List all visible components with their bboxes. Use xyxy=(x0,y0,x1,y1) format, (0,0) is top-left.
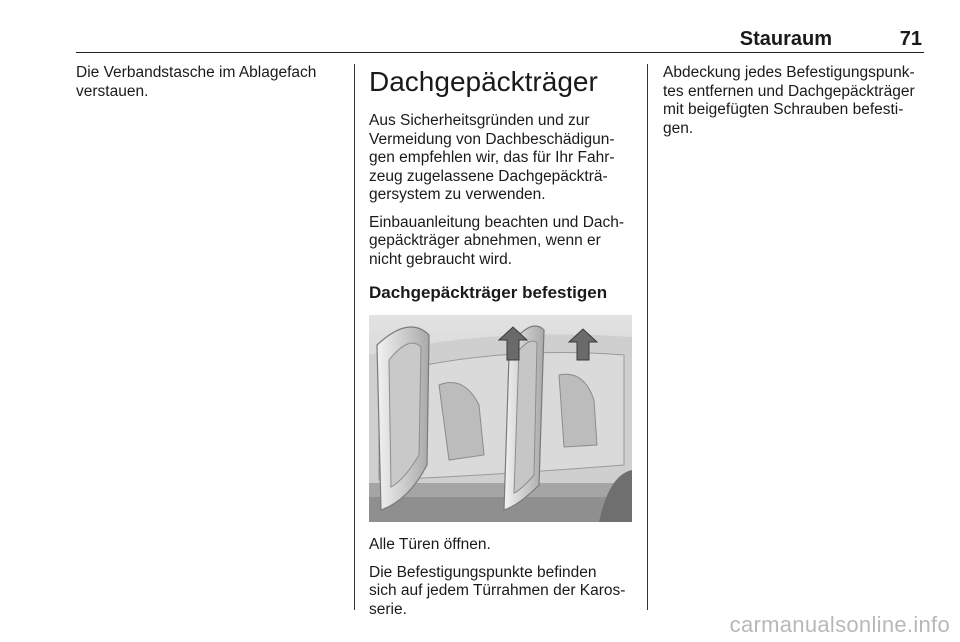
section-heading: Dachgepäckträger xyxy=(369,66,598,97)
subsection-heading: Dachgepäckträger befestigen xyxy=(369,283,608,302)
column-divider xyxy=(354,64,355,610)
watermark: carmanualsonline.info xyxy=(729,612,950,637)
paragraph: Einbauanleitung beachten und Dach- gepäckträger abnehmen, wenn er nicht gebraucht wird. xyxy=(369,213,625,268)
page-header xyxy=(76,28,924,53)
paragraph: Abdeckung jedes Befestigungspunk- tes entfernen und Dachgepäckträger mit beigefügten Schrauben befesti- gen. xyxy=(663,64,915,137)
paragraph: Alle Türen öffnen. xyxy=(369,536,491,553)
paragraph: Die Befestigungspunkte befinden sich auf jedem Türrahmen der Karos- serie. xyxy=(369,563,626,618)
column-right xyxy=(663,64,933,147)
column-middle xyxy=(369,64,639,628)
column-left xyxy=(76,64,341,110)
section-title: Stauraum xyxy=(739,28,832,50)
paragraph: Aus Sicherheitsgründen und zur Vermeidung von Dachbeschädigun- gen empfehlen wir, das für Ihr Fahr- zeug zugelassene Dachgepäckträ- gersystem zu verwenden. xyxy=(369,112,615,203)
paragraph: Die Verbandstasche im Ablagefach verstauen. xyxy=(76,64,317,100)
column-divider xyxy=(647,64,648,610)
page-number: 71 xyxy=(899,28,922,50)
car-doors-open-illustration xyxy=(369,315,632,522)
